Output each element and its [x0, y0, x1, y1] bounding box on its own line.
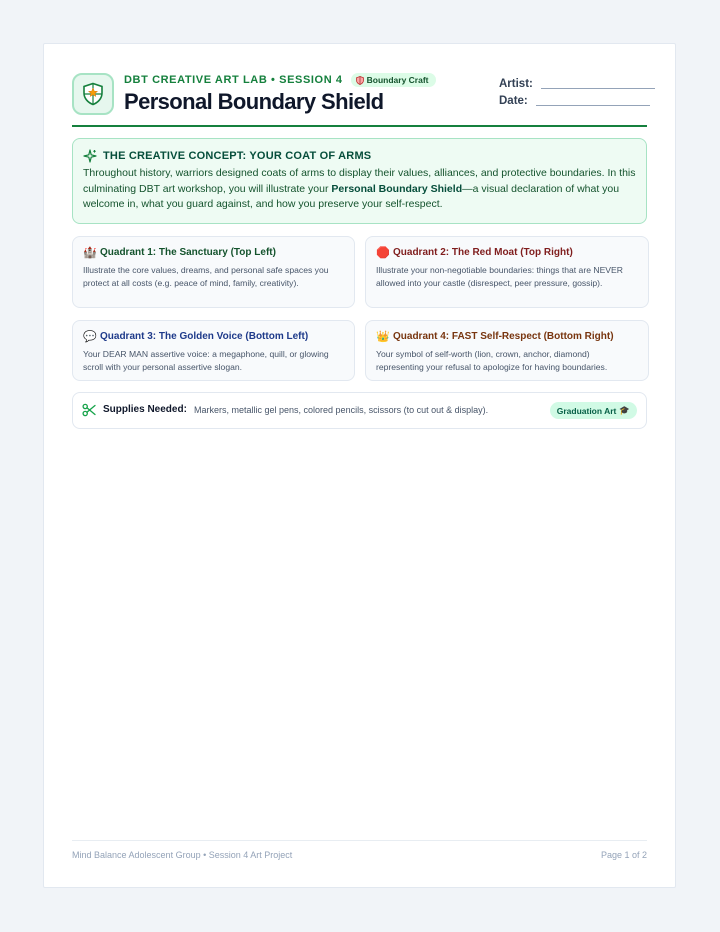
stop-sign-icon: 🛑 [376, 247, 390, 259]
quadrant-3-card [72, 320, 355, 381]
concept-box [72, 138, 647, 224]
quadrant-4-title: Quadrant 4: FAST Self-Respect (Bottom Right) [393, 331, 614, 342]
scissors-icon [82, 403, 96, 417]
concept-heading [83, 149, 371, 163]
badge-label: Graduation Art [556, 405, 617, 416]
boundary-craft-pill [351, 73, 436, 87]
sparkle-icon [83, 149, 97, 163]
footer-left: Mind Balance Adolescent Group • Session 4 Art Project [72, 850, 293, 860]
shield-logo [72, 73, 114, 115]
kicker-text: DBT CREATIVE ART LAB • SESSION 4 [124, 74, 343, 86]
shield-icon [82, 82, 104, 106]
session-kicker [124, 73, 436, 87]
supplies-list: Markers, metallic gel pens, colored pencils, scissors (to cut out & display). [194, 405, 489, 415]
small-shield-icon [356, 76, 364, 85]
quadrant-2-title: Quadrant 2: The Red Moat (Top Right) [393, 247, 573, 258]
supplies-label: Supplies Needed: [103, 404, 187, 415]
quadrant-4-card [365, 320, 649, 381]
header-divider [72, 125, 647, 127]
quadrant-1-title: Quadrant 1: The Sanctuary (Top Left) [100, 247, 276, 258]
quadrant-1-card [72, 236, 355, 308]
concept-text-2: —a visual declaration of what you welcome in, what you guard against, and how you preserve your self-respect. [83, 182, 620, 210]
graduation-art-badge [550, 402, 637, 419]
page-title: Personal Boundary Shield [124, 89, 384, 114]
artist-field [499, 78, 655, 90]
graduation-cap-icon: 🎓 [619, 405, 630, 415]
quadrant-3-heading [83, 330, 344, 343]
quadrant-2-card [365, 236, 649, 308]
speech-bubble-icon: 💬 [83, 331, 97, 343]
page-number: Page 1 of 2 [600, 850, 647, 860]
concept-bold-term: Personal Boundary Shield [331, 182, 463, 195]
quadrant-2-heading [376, 246, 638, 259]
quadrant-3-body: Your DEAR MAN assertive voice: a megaphone, quill, or glowing scroll with your personal assertive slogan. [83, 349, 329, 372]
supplies-bar [72, 392, 647, 429]
date-label: Date: [499, 95, 528, 107]
worksheet-page [43, 43, 676, 888]
quadrant-4-body: Your symbol of self-worth (lion, crown, anchor, diamond) representing your refusal to apologize for having boundaries. [376, 349, 608, 372]
concept-text-1: Throughout history, warriors designed coats of arms to display their values, alliances, and protective boundaries. In this culminating DBT art workshop, you will illustrate your [83, 167, 636, 195]
date-field [499, 95, 650, 107]
quadrant-3-title: Quadrant 3: The Golden Voice (Bottom Left) [100, 331, 309, 342]
crown-icon: 👑 [376, 331, 390, 343]
date-input-line[interactable] [536, 104, 650, 106]
pill-label: Boundary Craft [366, 75, 429, 85]
quadrant-1-body: Illustrate the core values, dreams, and personal safe spaces you protect at all costs (e.g. peace of mind, family, creativity). [83, 265, 329, 288]
artist-label: Artist: [499, 78, 533, 90]
quadrant-4-heading [376, 330, 638, 343]
concept-heading-text: THE CREATIVE CONCEPT: YOUR COAT OF ARMS [103, 150, 372, 162]
concept-body [83, 166, 636, 213]
artist-input-line[interactable] [541, 87, 655, 89]
footer-divider [72, 840, 647, 841]
quadrant-2-body: Illustrate your non-negotiable boundaries: things that are NEVER allowed into your castle (disrespect, peer pressure, gossip). [376, 265, 623, 288]
quadrant-1-heading [83, 246, 344, 259]
castle-icon: 🏰 [83, 247, 97, 259]
